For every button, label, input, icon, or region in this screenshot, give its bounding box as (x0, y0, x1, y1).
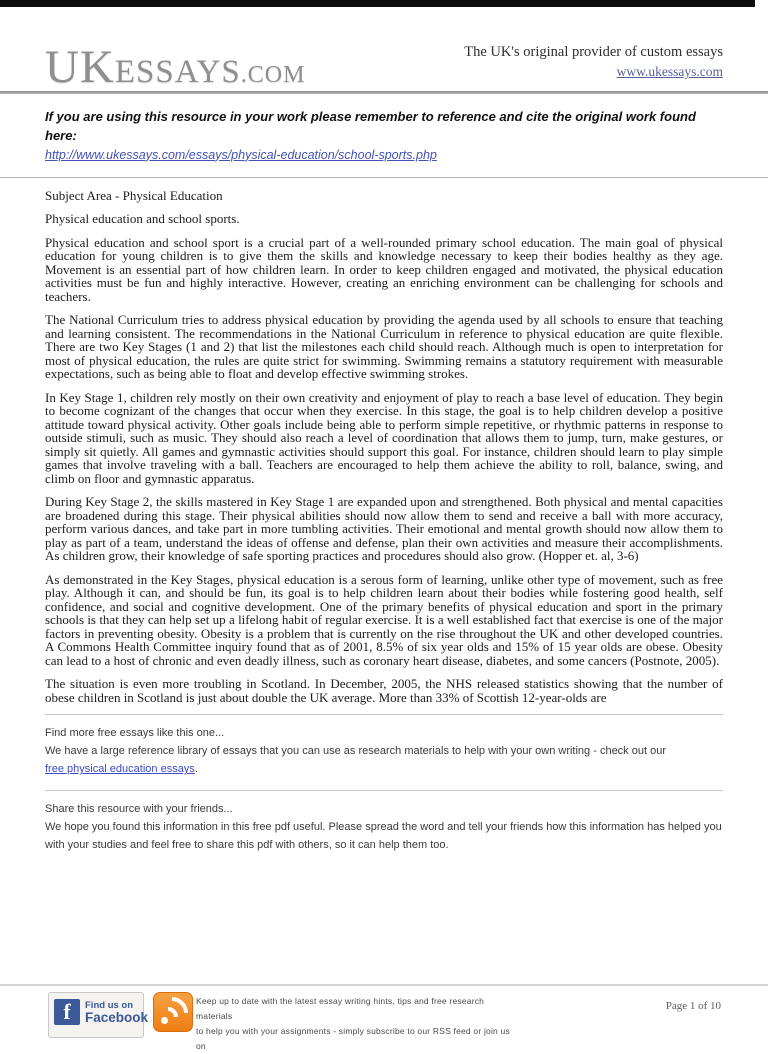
logo-essays-text: ESSAYS (114, 54, 241, 90)
essay-paragraph: Physical education and school sport is a crucial part of a well-rounded primary school education. The main goal of physical education for young children is to give them the skills and knowledge necessary to keep their bodies healthy as they age. Movement is an essential part of how children learn. In order to keep children engaged and motivated, the physical education activities must be fun and highly interactive. However, creating an enriching environment can be challenging for schools and teachers. (45, 234, 723, 304)
find-more-link-line (45, 760, 723, 778)
facebook-f-icon: f (54, 999, 80, 1025)
bottom-bar (0, 988, 768, 1051)
citation-notice-text: If you are using this resource in your work please remember to reference and cite the original work found here: (45, 109, 696, 143)
free-essays-link[interactable]: free physical education essays (45, 763, 195, 776)
bottom-bar-text-line2: to help you with your assignments - simply subscribe to our RSS feed or join us on (196, 1026, 510, 1051)
subject-area-line: Subject Area - Physical Education (45, 187, 223, 203)
share-heading: Share this resource with your friends... (45, 803, 233, 816)
facebook-badge-text (85, 999, 148, 1026)
citation-notice (0, 94, 768, 177)
facebook-badge[interactable] (48, 992, 149, 1038)
share-section (0, 791, 768, 866)
essay-paragraph: During Key Stage 2, the skills mastered in Key Stage 1 are expanded upon and strengthened. Both physical and mental capacities are broadened during this stage. Their physical abilities should now allow them to send and receive a ball with more accuracy, perform various dances, and take part in more tumbling activities. Their emotional and mental growth should now allow them to play as part of a team, understand the ideas of offense and defense, plan their own activities and measure their accomplishments. As children grow, their knowledge of safe sporting practices and procedures should also grow. (Hopper et. al, 3-6) (45, 494, 723, 564)
rss-icon[interactable] (153, 992, 193, 1032)
site-link[interactable]: www.ukessays.com (616, 64, 723, 80)
find-more-heading: Find more free essays like this one... (45, 727, 225, 740)
essay-paragraph: The National Curriculum tries to address physical education by providing the agenda used by all schools to ensure that teaching and learning consistent. The recommendations in the National Curriculum in reference to physical education are quite flexible. There are two Key Stages (1 and 2) that list the milestones each child should reach. Although much is open to interpretation for most of physical education, the rules are quite strict for swimming. Swimming remains a statutory requirement with measurable expectations, such as being able to float and develop effective swimming strokes. (45, 312, 723, 382)
rss-dot (161, 1017, 168, 1024)
essay-paragraph: The situation is even more troubling in Scotland. In December, 2005, the NHS released statistics showing that the number of obese children in Scotland is just about double the UK average. More than 33% of Scottish 12-year-olds are (45, 676, 723, 705)
facebook-badge-line2: Facebook (85, 1010, 149, 1026)
find-more-body: We have a large reference library of essays that you can use as research materials to help with your own writing - check out our (45, 745, 666, 758)
bottom-divider (0, 984, 768, 986)
header-right (464, 43, 723, 91)
essay-body (0, 178, 768, 705)
essay-paragraph: In Key Stage 1, children rely mostly on their own creativity and enjoyment of play to reach a base level of education. They begin to become cognizant of the changes that occur when they exercise. In this stage, the goal is to help children develop a positive attitude toward physical activity. Other goals include being able to perform simple repetitive, or rhythmic patterns in response to outside stimuli, such as music. They should also reach a level of coordination that allows them to jump, turn, make gestures, or simply sit quietly. All games and gymnastic activities should support this goal. For instance, children should learn to play simple games that involve traveling with a ball. Teachers are encouraged to help them achieve the ability to roll, balance, swing, and climb on floor and gymnastic apparatus. (45, 389, 723, 486)
citation-source-link[interactable]: http://www.ukessays.com/essays/physical-education/school-sports.php (45, 147, 437, 162)
link-suffix: . (194, 763, 198, 776)
page-header (0, 7, 768, 91)
facebook-badge-line1: Find us on (85, 1000, 134, 1011)
bottom-bar-text (196, 994, 516, 1054)
ukessays-logo (45, 41, 306, 93)
bottom-bar-text-line1: Keep up to date with the latest essay writing hints, tips and free research materials (196, 996, 485, 1021)
essay-paragraph: As demonstrated in the Key Stages, physical education is a serous form of learning, unlike other type of movement, such as free play. Although it can, and should be fun, its goal is to help children learn about their bodies while fostering good health, self confidence, and social and cognitive development. One of the primary benefits of physical education and sport in the primary schools is that they can help set up a lifelong habit of regular exercise. It is a well established fact that exercise is one of the major factors in preventing obesity. Obesity is a problem that is currently on the rise throughout the UK and other developed countries. A Commons Health Committee inquiry found that as of 2001, 8.5% of six year olds and 15% of 15 year olds are obese. Obesity can lead to a host of chronic and even deadly illness, such as coronary heart disease, diabetes, and some cancers (Postnote, 2005). (45, 571, 723, 668)
share-body: We hope you found this information in this free pdf useful. Please spread the word and tell your friends how this information has helped you with your studies and feel free to share this pdf with others, so it can help them too. (45, 821, 722, 852)
page-indicator: Page 1 of 10 (665, 1000, 721, 1012)
logo-uk-text: UK (45, 41, 115, 93)
logo-com-text: .COM (240, 62, 306, 88)
find-more-section (0, 715, 768, 790)
top-black-bar (0, 0, 755, 7)
header-tagline: The UK's original provider of custom essays (464, 44, 723, 61)
essay-title: Physical education and school sports. (45, 211, 240, 227)
